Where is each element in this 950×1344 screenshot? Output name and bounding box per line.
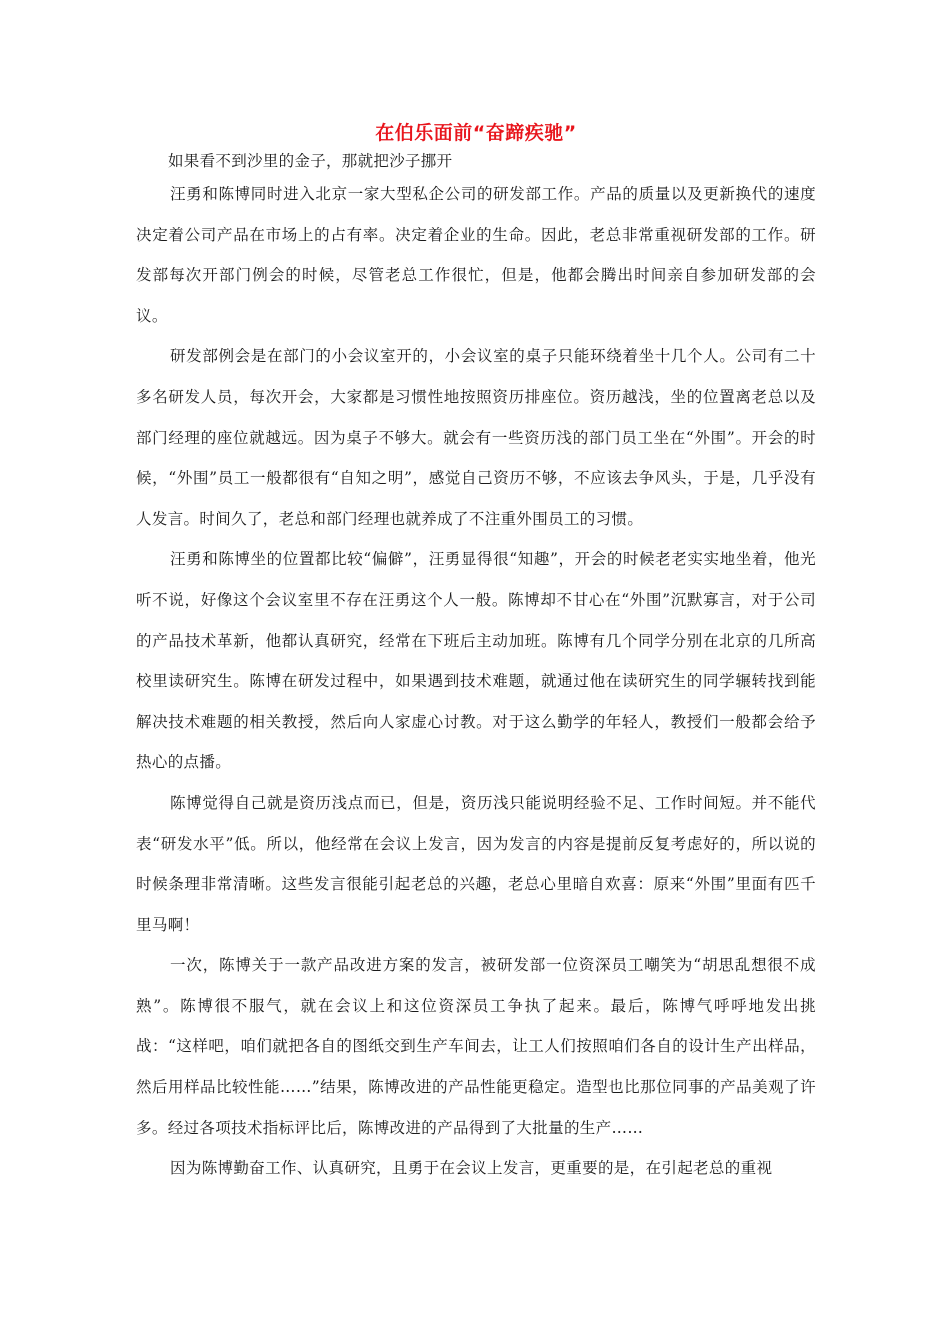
paragraph-2: 研发部例会是在部门的小会议室开的，小会议室的桌子只能环绕着坐十几个人。公司有二十多名研发人员，每次开会，大家都是习惯性地按照资历排座位。资历越浅，坐的位置离老总以及部门经理的座位就越远。因为桌子不够大。就会有一些资历浅的部门员工坐在“外围”。开会的时候，“外围”员工一般都很有“自知之明”，感觉自己资历不够，不应该去争风头，于是，几乎没有人发言。时间久了，老总和部门经理也就养成了不注重外围员工的习惯。 xyxy=(136,347,816,528)
paragraph-6: 因为陈博勤奋工作、认真研究，且勇于在会议上发言，更重要的是，在引起老总的重视 xyxy=(170,1159,773,1178)
document-title: 在伯乐面前“奋蹄疾驰” xyxy=(375,122,577,144)
document-body xyxy=(136,118,816,1189)
paragraph-1: 汪勇和陈博同时进入北京一家大型私企公司的研发部工作。产品的质量以及更新换代的速度决定着公司产品在市场上的占有率。决定着企业的生命。因此，老总非常重视研发部的工作。研发部每次开部门例会的时候，尽管老总工作很忙，但是，他都会腾出时间亲自参加研发部的会议。 xyxy=(136,185,816,325)
paragraph-4: 陈博觉得自己就是资历浅点而已，但是，资历浅只能说明经验不足、工作时间短。并不能代表“研发水平”低。所以，他经常在会议上发言，因为发言的内容是提前反复考虑好的，所以说的时候条理非常清晰。这些发言很能引起老总的兴趣，老总心里暗自欢喜：原来“外围”里面有匹千里马啊！ xyxy=(136,793,816,934)
document-subtitle: 如果看不到沙里的金子，那就把沙子挪开 xyxy=(168,152,453,170)
paragraph-5: 一次，陈博关于一款产品改进方案的发言，被研发部一位资深员工嘲笑为“胡思乱想很不成熟”。陈博很不服气，就在会议上和这位资深员工争执了起来。最后，陈博气呼呼地发出挑战：“这样吧，咱们就把各自的图纸交到生产车间去，让工人们按照咱们各自的设计生产出样品，然后用样品比较性能……”结果，陈博改进的产品性能更稳定。造型也比那位同事的产品美观了许多。经过各项技术指标评比后，陈博改进的产品得到了大批量的生产…… xyxy=(136,956,816,1137)
paragraph-3: 汪勇和陈博坐的位置都比较“偏僻”，汪勇显得很“知趣”，开会的时候老老实实地坐着，他光听不说，好像这个会议室里不存在汪勇这个人一般。陈博却不甘心在“外围”沉默寡言，对于公司的产品技术革新，他都认真研究，经常在下班后主动加班。陈博有几个同学分别在北京的几所高校里读研究生。陈博在研发过程中，如果遇到技术难题，就通过他在读研究生的同学辗转找到能解决技术难题的相关教授，然后向人家虚心讨教。对于这么勤学的年轻人，教授们一般都会给予热心的点播。 xyxy=(136,550,816,772)
